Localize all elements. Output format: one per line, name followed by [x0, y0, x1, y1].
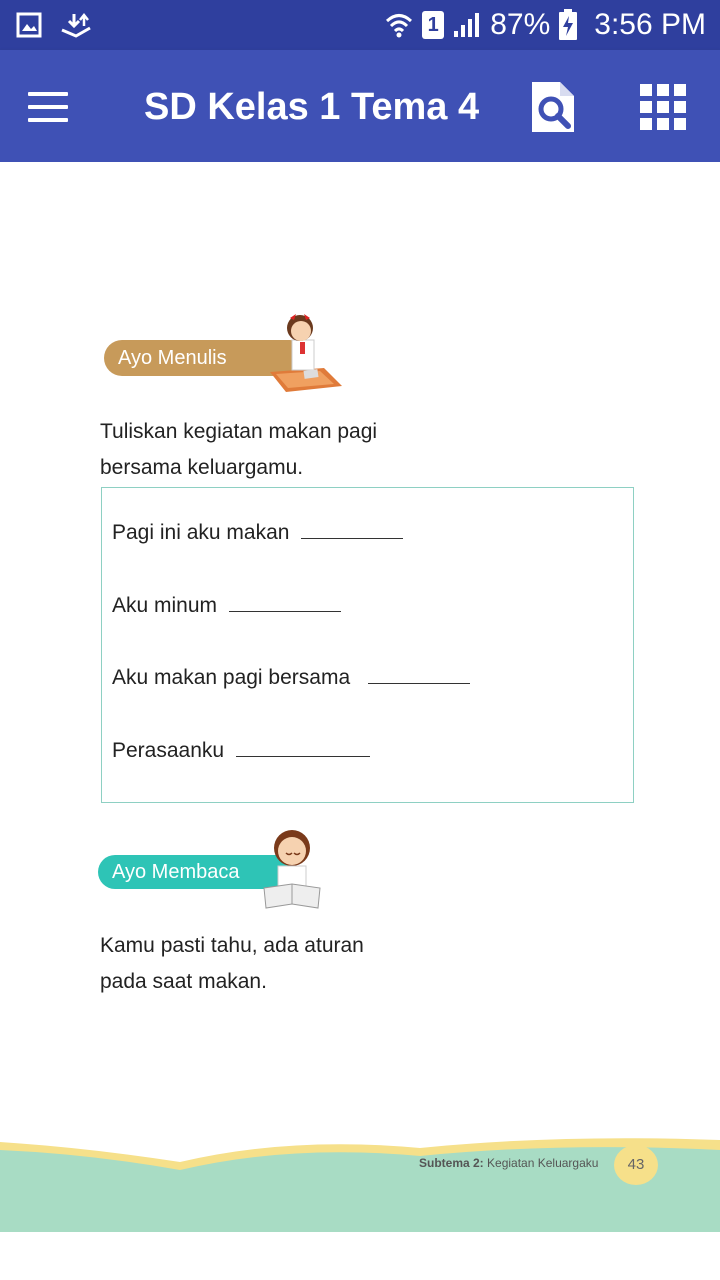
subtema-label: Subtema 2: [419, 1156, 484, 1170]
form-line-3 [112, 665, 470, 690]
writing-instruction [100, 414, 440, 486]
writing-exercise-box [101, 487, 634, 803]
search-document-icon[interactable] [528, 78, 578, 136]
status-bar [0, 0, 720, 50]
sim-slot-number: 1 [427, 14, 439, 36]
battery-charging-icon [558, 9, 578, 41]
menu-icon [28, 92, 68, 96]
app-bar [0, 50, 720, 162]
instruction-line-1: Tuliskan kegiatan makan pagi [100, 420, 378, 443]
app-title: SD Kelas 1 Tema 4 [144, 86, 480, 128]
subtema-title: Kegiatan Keluargaku [487, 1156, 599, 1170]
wifi-icon [384, 11, 414, 39]
menu-button[interactable] [28, 92, 68, 122]
reading-text [100, 928, 440, 1000]
subtema-footer [419, 1156, 598, 1170]
blank-field-4[interactable] [236, 738, 370, 757]
girl-reading-illustration [262, 826, 322, 912]
form-line-1 [112, 520, 403, 545]
clock: 3:56 PM [594, 8, 706, 41]
blank-field-3[interactable] [368, 665, 470, 684]
form-line-2-label: Aku minum [112, 594, 218, 617]
form-line-3-label: Aku makan pagi bersama [112, 666, 351, 689]
blank-field-2[interactable] [229, 593, 341, 612]
girl-writing-illustration [264, 310, 344, 396]
instruction-line-2: bersama keluargamu. [100, 456, 304, 479]
apps-grid-button[interactable] [640, 84, 688, 130]
form-line-4-label: Perasaanku [112, 739, 225, 762]
reading-line-2: pada saat makan. [100, 970, 267, 993]
form-line-4 [112, 738, 370, 763]
page-number: 43 [614, 1145, 658, 1185]
gallery-notification-icon [16, 12, 42, 38]
footer-wave [0, 1122, 720, 1232]
form-line-1-label: Pagi ini aku makan [112, 521, 290, 544]
form-line-2 [112, 593, 341, 618]
ayo-menulis-banner: Ayo Menulis [104, 340, 294, 376]
sim-slot-icon [422, 11, 444, 39]
blank-field-1[interactable] [301, 520, 403, 539]
ayo-membaca-banner: Ayo Membaca [98, 855, 288, 889]
reading-line-1: Kamu pasti tahu, ada aturan [100, 934, 364, 957]
book-page[interactable] [0, 162, 720, 1232]
cell-signal-icon [452, 11, 482, 39]
battery-percent: 87% [490, 8, 551, 41]
download-upload-notification-icon [60, 12, 94, 40]
apps-grid-icon [640, 84, 652, 96]
